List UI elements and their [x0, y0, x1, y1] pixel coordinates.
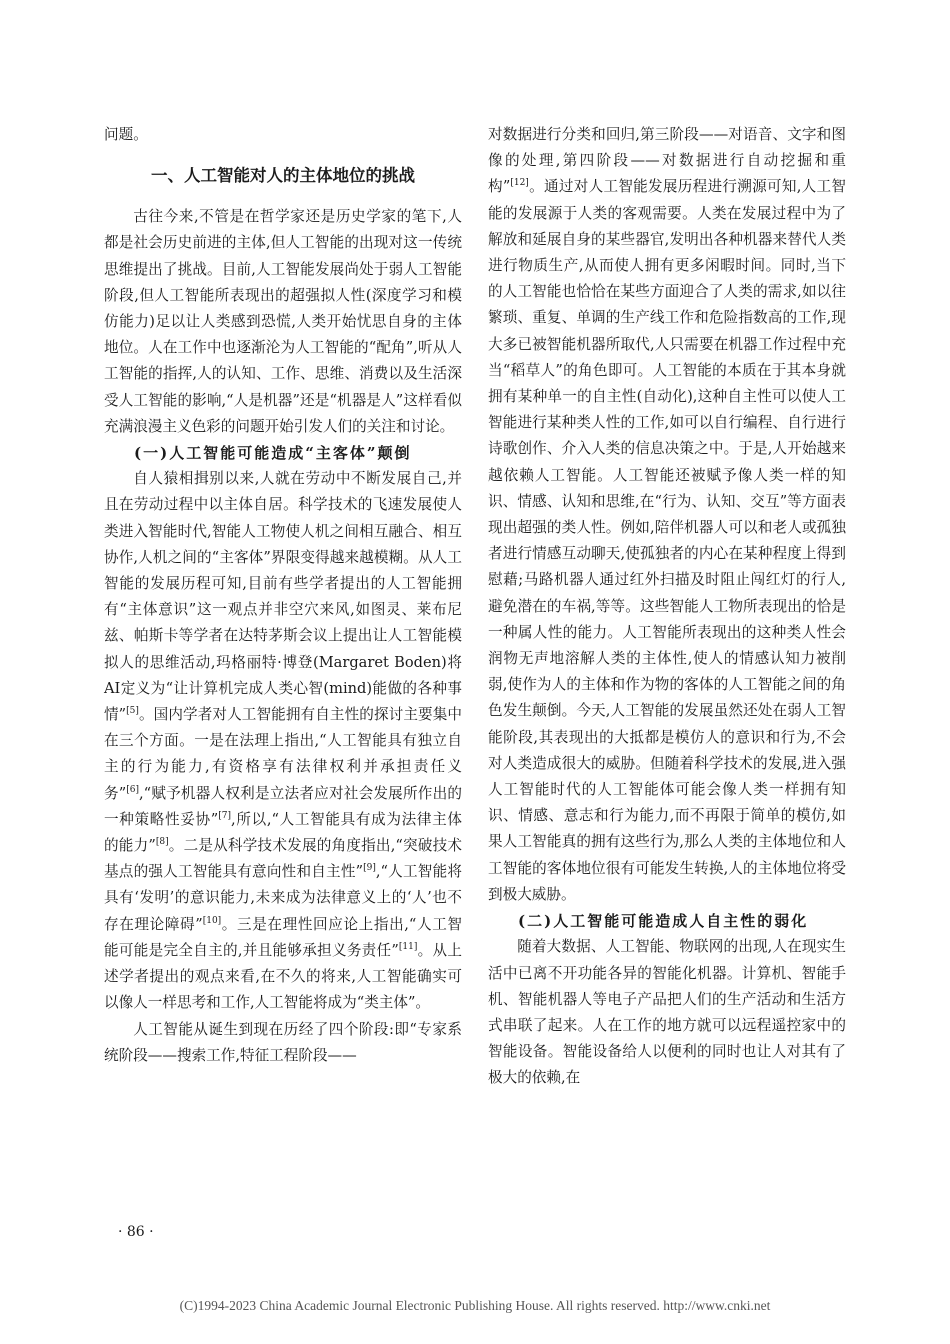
- text-run: 。二是从科学技术发展的角度指出,“突破技术基点的强人工智能具有意向性和自主性”: [104, 837, 462, 881]
- section-heading: 一、人工智能对人的主体地位的挑战: [151, 166, 415, 186]
- text-run: 。国内学者对人工智能拥有自主性的探讨主要集中在三个方面。一是在法理上指出,“人工智能具有独立自主的行为能力,有资格享有法律权利并承担责任义务”: [104, 706, 462, 802]
- citation: [7]: [218, 811, 232, 822]
- paragraph: [104, 466, 462, 1016]
- paragraph-continued: [488, 122, 846, 908]
- citation: [9]: [363, 863, 376, 874]
- citation: [10]: [202, 915, 222, 926]
- subsection-heading: (二)人工智能可能造成人自主性的弱化: [518, 912, 809, 931]
- paragraph: 随着大数据、人工智能、物联网的出现,人在现实生活中已离不开功能各异的智能化机器。计算机、智能手机、智能机器人等电子产品把人们的生产活动和生活方式串联了起来。人在工作的地方就可以远程遥控家中的智能设备。智能设备给人以便利的同时也让人对其有了极大的依赖,在: [488, 938, 846, 1087]
- page-number: · 86 ·: [118, 1224, 154, 1240]
- text-run: 。通过对人工智能发展历程进行溯源可知,人工智能的发展源于人类的客观需要。人类在发展过程中为了解放和延展自身的某些器官,发明出各种机器来替代人类进行物质生产,从而使人拥有更多闲暇时间。同时,当下的人工智能也恰恰在某些方面迎合了人类的需求,如以往繁琐、重复、单调的生产线工作和危险指数高的工作,现大多已被智能机器所取代,人只需要在机器工作过程中充当“稻草人”的角色即可。人工智能的本质在于其本身就拥有某种单一的自主性(自动化),这种自主性可以使人工智能进行某种类人性的工作,如可以自行编程、自行进行诗歌创作、介入人类的信息决策之中。于是,人开始越来越依赖人工智能。人工智能还被赋予像人类一样的知识、情感、认知和思维,在“行为、认知、交互”等方面表现出超强的类人性。例如,陪伴机器人可以和老人或孤独者进行情感互动聊天,使孤独者的内心在某种程度上得到慰藉;马路机器人通过红外扫描及时阻止闯红灯的行人,避免潜在的车祸,等等。这些智能人工物所表现出的恰是一种属人性的能力。人工智能所表现出的这种类人性会润物无声地溶解人类的主体性,使人的情感认知力被削弱,使作为人的主体和作为物的客体的人工智能之间的角色发生颠倒。今天,人工智能的发展虽然还处在弱人工智能阶段,其表现出的大抵都是模仿人的意识和行为,不会对人类造成很大的威胁。但随着科学技术的发展,进入强人工智能时代的人工智能体可能会像人类一样拥有知识、情感、意志和行为能力,而不再限于简单的模仿,如果人工智能真的拥有这些行为,那么人类的主体地位和人工智能的客体地位很有可能发生转换,人的主体地位将受到极大威胁。: [488, 178, 846, 903]
- citation: [12]: [510, 178, 529, 189]
- paragraph: 古往今来,不管是在哲学家还是历史学家的笔下,人都是社会历史前进的主体,但人工智能的出现对这一传统思维提出了挑战。目前,人工智能发展尚处于弱人工智能阶段,但人工智能所表现出的超强拟人性(深度学习和模仿能力)足以让人类感到恐慌,人类开始忧思自身的主体地位。人在工作中也逐渐沦为人工智能的“配角”,听从人工智能的指挥,人的认知、工作、思维、消费以及生活深受人工智能的影响,“人是机器”还是“机器是人”这样看似充满浪漫主义色彩的问题开始引发人们的关注和讨论。: [104, 208, 462, 435]
- citation: [6]: [126, 784, 140, 795]
- right-column: [488, 122, 846, 1092]
- text-run: 自人猿相揖别以来,人就在劳动中不断发展自己,并且在劳动过程中以主体自居。科学技术的飞速发展使人类进入智能时代,智能人工物使人机之间相互融合、相互协作,人机之间的“主客体”界限变得越来越模糊。从人工智能的发展历程可知,目前有些学者提出的人工智能拥有“主体意识”这一观点并非空穴来风,如图灵、莱布尼兹、帕斯卡等学者在达特茅斯会议上提出让人工智能模拟人的思维活动,玛格丽特·博登(Margaret Boden)将AI定义为“让计算机完成人类心智(mind)能做的各种事情”: [104, 470, 462, 724]
- citation: [5]: [126, 706, 139, 717]
- text-run: 。三是在理性回应论上指出,“人工智能可能是完全自主的,并且能够承担义务责任”: [104, 915, 462, 959]
- citation: [8]: [155, 837, 169, 848]
- text-run: ,所以,“人工智能具有成为法律主体的能力”: [104, 810, 462, 855]
- text-run: 对数据进行分类和回归,第三阶段——对语音、文字和图像的处理,第四阶段——对数据进行自动挖掘和重构”: [488, 126, 846, 196]
- text-run: ,“人工智能将具有‘发明’的意识能力,未来成为法律意义上的‘人’也不存在理论障碍”: [104, 863, 462, 933]
- subsection-heading: (一)人工智能可能造成“主客体”颠倒: [134, 444, 412, 463]
- left-column: [104, 122, 462, 1069]
- citation: [11]: [398, 942, 418, 953]
- footer-copyright: (C)1994-2023 China Academic Journal Electronic Publishing House. All rights reserved. http://www.cnki.net: [179, 1298, 771, 1313]
- paragraph-continued: 问题。: [104, 126, 148, 143]
- paragraph: 人工智能从诞生到现在历经了四个阶段:即“专家系统阶段——搜索工作,特征工程阶段——: [104, 1020, 462, 1064]
- text-run: ,“赋予机器人权利是立法者应对社会发展所作出的一种策略性妥协”: [104, 784, 462, 828]
- text-run: 。从上述学者提出的观点来看,在不久的将来,人工智能确实可以像人一样思考和工作,人工智能将成为“类主体”。: [104, 941, 462, 1012]
